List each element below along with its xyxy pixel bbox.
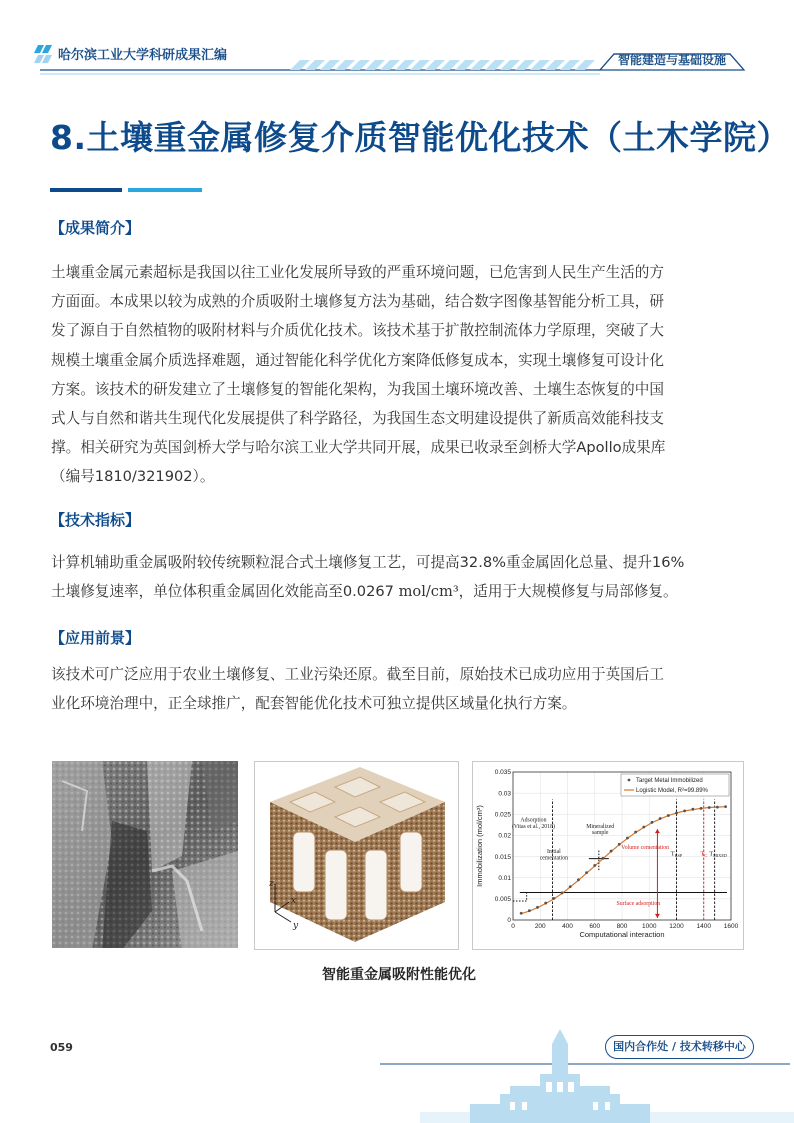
chart-data-point — [610, 850, 613, 853]
chart-y-tick-label: 0.02 — [498, 832, 511, 840]
chart-data-point — [675, 812, 678, 815]
department-badge: 国内合作处 / 技术转移中心 — [605, 1035, 754, 1059]
chart-data-point — [708, 806, 711, 809]
chart-legend-label: Target Metal Immobilized — [636, 778, 703, 784]
chart-x-tick-label: 1600 — [723, 923, 739, 930]
chart-data-point — [561, 892, 564, 895]
chart-data-point — [577, 878, 580, 881]
chart-label-t-rsp-main: T — [670, 850, 675, 858]
chart-data-point — [659, 817, 662, 820]
chart-data-point — [626, 837, 629, 840]
chart-y-axis-label: Immobilization (mol/cm³) — [475, 805, 484, 887]
intro-line: 方案。该技术的研发建立了土壤修复的智能化架构，为我国土壤环境改善、土壤生态恢复的中国 — [51, 380, 664, 398]
header-decoration — [0, 0, 794, 80]
chart-x-tick-label: 1400 — [696, 923, 711, 930]
chart-x-tick-label: 0 — [511, 923, 515, 930]
sem-micrograph-image — [52, 761, 238, 948]
chart-y-tick-label: 0.005 — [494, 896, 511, 904]
metrics-line — [51, 577, 737, 606]
chart-x-tick-label: 800 — [616, 923, 628, 930]
chart-y-tick-label: 0.025 — [494, 811, 511, 819]
chart-label-t-mixed-sub: MIXED — [713, 852, 727, 858]
chart-data-point — [634, 831, 637, 834]
chart-data-point — [536, 906, 539, 909]
chart-annotation-adsorption: (Vitas et al., 2018) — [511, 823, 555, 830]
chart-data-point — [716, 806, 719, 809]
metrics-unit: mol/cm³ — [398, 583, 459, 601]
chart-annotation-initial-cementation: Initial — [546, 849, 561, 856]
chart-label-t-mixed — [709, 850, 727, 858]
chart-x-tick-label: 200 — [534, 923, 546, 930]
chart-data-point — [700, 807, 703, 810]
application-line: 业化环境治理中，正全球推广，配套智能优化技术可独立提供区域量化执行方案。 — [51, 695, 577, 713]
intro-line: 式人与自然和谐共生现代化发展提供了科学路径，为我国生态文明建设提供了新质高效能科技支 — [51, 410, 664, 428]
page-number: 059 — [50, 1041, 73, 1054]
intro-line: 方面面。本成果以较为成熟的介质吸附土壤修复方法为基础，结合数字图像基智能分析工具，研 — [51, 293, 664, 311]
chart-label-t-c-main: T — [700, 850, 705, 858]
chart-annotation-adsorption: Adsorption — [520, 817, 547, 824]
title-underline-dark — [50, 188, 122, 192]
chart-y-tick-label: 0 — [507, 917, 511, 925]
metrics-paragraph — [51, 548, 737, 606]
chart-label-t-c — [700, 850, 707, 858]
application-paragraph — [51, 660, 737, 718]
chart-annotation-surface-adsorption: Surface adsorption — [616, 900, 661, 907]
intro-line: 规模土壤重金属介质选择难题，通过智能化科学优化方案降低修复成本，实现土壤修复可设计化 — [51, 351, 664, 369]
chart-x-tick-label: 1000 — [642, 923, 657, 930]
chart-legend-label: Logistic Model, R²=99.89% — [636, 788, 708, 794]
metrics-text: ，适用于大规模修复与局部修复。 — [458, 583, 678, 601]
chart-data-point — [667, 814, 670, 817]
chart-data-point — [618, 843, 621, 846]
chart-data-point — [552, 897, 555, 900]
intro-line: 土壤重金属元素超标是我国以往工业化发展所导致的严重环境问题，已危害到人民生产生活的方 — [51, 264, 664, 281]
chart-annotation-mineralized: sample — [591, 830, 609, 837]
header-category-label: 智能建造与基础设施 — [618, 53, 727, 67]
chart-x-tick-label: 400 — [562, 923, 573, 930]
chart-data-point — [528, 909, 531, 912]
chart-x-tick-label: 600 — [589, 923, 601, 930]
chart-label-t-rsp-sub: RSP — [674, 852, 683, 858]
chart-y-tick-label: 0.035 — [494, 769, 511, 777]
metrics-text: 土壤修复速率，单位体积重金属固化效能高至0.0267 — [51, 583, 399, 601]
chart-y-tick-label: 0.03 — [498, 790, 511, 798]
immobilization-chart — [472, 761, 744, 950]
immobilization-chart-svg — [473, 762, 743, 949]
chart-data-point — [642, 826, 645, 829]
chart-data-point — [724, 805, 727, 808]
chart-y-tick-label: 0.01 — [498, 874, 511, 882]
chart-data-point — [569, 885, 572, 888]
section-heading-application: 【应用前景】 — [50, 629, 141, 647]
chart-data-point — [544, 902, 547, 905]
axis-label-y: y — [293, 921, 299, 931]
chart-data-point — [520, 912, 523, 915]
axis-label-z: z — [269, 879, 274, 889]
3d-soil-model-image — [254, 761, 459, 950]
title-underline-light — [128, 188, 202, 192]
chart-annotation-initial-cementation: cementation — [539, 855, 569, 862]
chart-y-tick-label: 0.015 — [494, 853, 511, 861]
header-collection-title: 哈尔滨工业大学科研成果汇编 — [58, 48, 228, 63]
3d-soil-model-graphic — [255, 762, 458, 949]
chart-data-point — [593, 864, 596, 867]
chart-annotation-volume-cementation: Volume cementation — [621, 844, 670, 851]
chart-data-point — [683, 810, 686, 813]
intro-line: 发了源自于自然植物的吸附材料与介质优化技术。该技术基于扩散控制流体力学原理，突破了大 — [51, 322, 664, 340]
chart-legend-marker-points — [628, 779, 631, 782]
application-line: 该技术可广泛应用于农业土壤修复、工业污染还原。截至目前，原始技术已成功应用于英国后工 — [51, 666, 664, 683]
chart-surface-adsorption-arrow-head — [655, 914, 660, 918]
section-heading-intro: 【成果简介】 — [50, 219, 141, 237]
intro-paragraph — [51, 258, 737, 492]
chart-label-t-mixed-main: T — [709, 850, 714, 858]
chart-volume-cementation-arrow-head — [655, 829, 660, 833]
section-heading-metrics: 【技术指标】 — [50, 511, 141, 529]
chart-data-point — [691, 808, 694, 811]
figure-caption: 智能重金属吸附性能优化 — [322, 967, 476, 983]
intro-line: 撑。相关研究为英国剑桥大学与哈尔滨工业大学共同开展，成果已收录至剑桥大学Apollo成果库 — [51, 439, 666, 457]
axis-label-x: x — [291, 896, 297, 906]
chart-x-tick-label: 1200 — [669, 923, 684, 930]
chart-label-t-c-sub: C — [704, 852, 708, 858]
page-title: 8.土壤重金属修复介质智能优化技术（土木学院） — [50, 118, 790, 157]
metrics-line: 计算机辅助重金属吸附较传统颗粒混合式土壤修复工艺，可提高32.8%重金属固化总量、提升16% — [51, 554, 685, 571]
sem-micrograph-graphic — [52, 761, 238, 948]
intro-line: （编号1810/321902）。 — [51, 468, 215, 486]
chart-x-axis-label: Computational interaction — [579, 930, 665, 939]
chart-data-point — [602, 857, 605, 860]
chart-annotation-mineralized: Mineralized — [586, 823, 615, 830]
chart-data-point — [651, 821, 654, 824]
chart-adsorption-step — [513, 893, 527, 901]
chart-data-point — [585, 871, 588, 874]
